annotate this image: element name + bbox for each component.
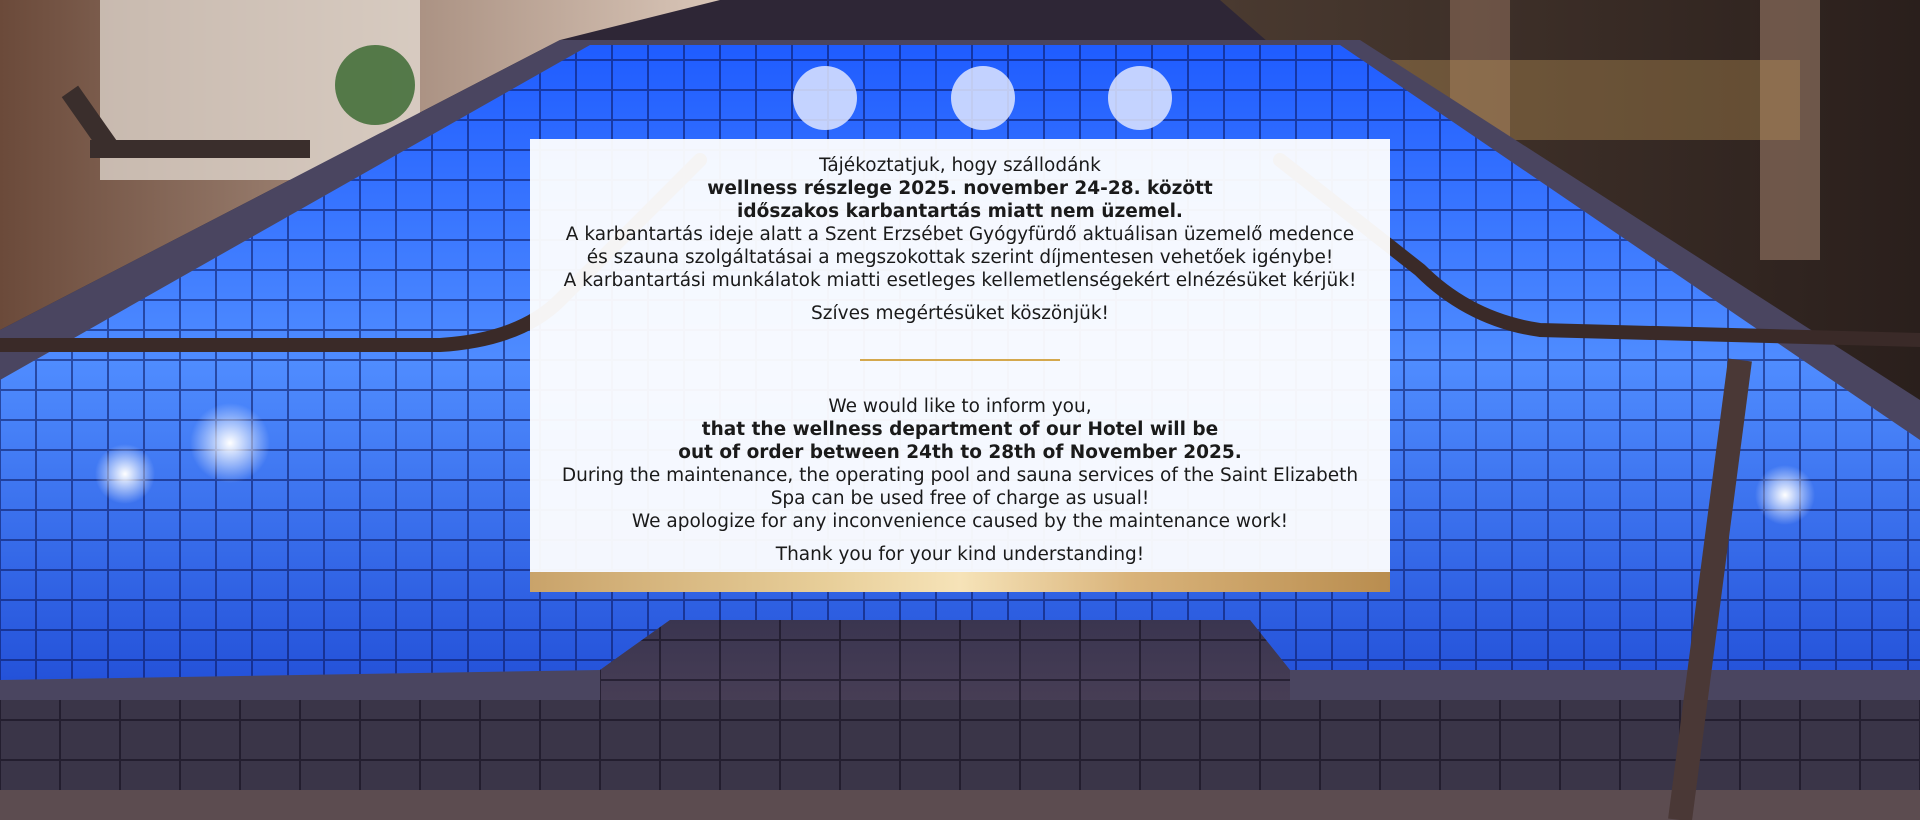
maintenance-notice-panel: [530, 139, 1390, 592]
notice-content: [530, 139, 1390, 566]
notice-hu-intro: Tájékoztatjuk, hogy szállodánk: [819, 155, 1101, 176]
notice-en-body-1: During the maintenance, the operating pool and sauna services of the Saint Elizabeth: [561, 465, 1359, 486]
notice-hu-body-2: és szauna szolgáltatásai a megszokottak szerint díjmentesen vehetőek igénybe!: [586, 247, 1334, 268]
spacer: [530, 533, 1390, 543]
notice-hu-body-1: A karbantartás ideje alatt a Szent Erzsébet Gyógyfürdő aktuálisan üzemelő medence: [565, 224, 1355, 245]
notice-en-thanks: Thank you for your kind understanding!: [775, 544, 1145, 565]
notice-hu-headline-2: időszakos karbantartás miatt nem üzemel.: [737, 201, 1183, 222]
notice-en-headline-2: out of order between 24th to 28th of November 2025.: [678, 442, 1242, 463]
notice-en-headline-1: that the wellness department of our Hotel will be: [701, 419, 1219, 440]
notice-hu-headline-1: wellness részlege 2025. november 24-28. között: [707, 178, 1213, 199]
notice-hu-body-3: A karbantartási munkálatok miatti esetleges kellemetlenségekért elnézésüket kérjük!: [563, 270, 1357, 291]
spacer: [530, 292, 1390, 302]
notice-hu-thanks: Szíves megértésüket köszönjük!: [811, 303, 1109, 324]
notice-en-body-2: Spa can be used free of charge as usual!: [770, 488, 1150, 509]
gold-bottom-bar: [530, 572, 1390, 592]
notice-en-body-3: We apologize for any inconvenience caused by the maintenance work!: [631, 511, 1289, 532]
gold-divider: [860, 359, 1060, 361]
notice-en-intro: We would like to inform you,: [828, 396, 1092, 417]
